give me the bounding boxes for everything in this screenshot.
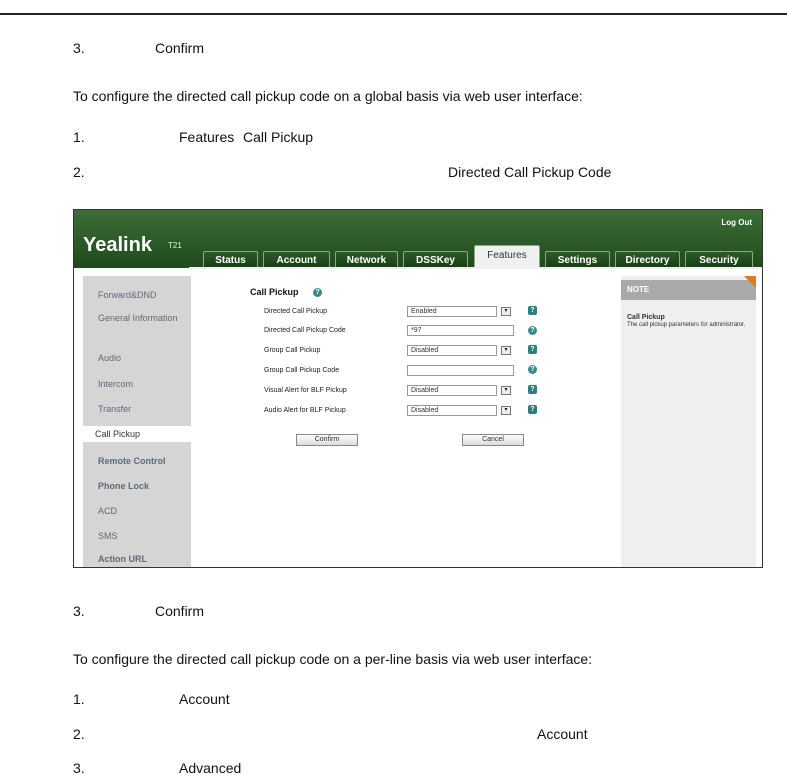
step-keyword: Account <box>537 726 588 742</box>
note-subtitle: Call Pickup <box>627 314 665 321</box>
group-call-pickup-select[interactable]: Disabled <box>407 345 497 356</box>
web-ui-banner <box>74 210 762 268</box>
step-keyword: Features <box>179 129 235 145</box>
sidebar-item-remote-control[interactable]: Remote Control <box>98 456 166 466</box>
tab-directory[interactable]: Directory <box>615 251 680 268</box>
step-number: 1. <box>73 129 85 145</box>
sidebar-item-call-pickup[interactable]: Call Pickup <box>83 426 191 442</box>
sidebar-item-sms[interactable]: SMS <box>98 531 118 541</box>
tab-account[interactable]: Account <box>263 251 330 268</box>
tab-network[interactable]: Network <box>335 251 398 268</box>
help-icon[interactable]: ? <box>528 385 537 394</box>
chevron-down-icon[interactable]: ▾ <box>501 386 511 395</box>
sidebar-item-transfer[interactable]: Transfer <box>98 404 132 414</box>
sidebar-item-audio[interactable]: Audio <box>98 353 122 363</box>
note-title: NOTE <box>627 285 650 294</box>
header-rule <box>0 13 787 15</box>
tab-status[interactable]: Status <box>203 251 258 268</box>
step-keyword: Account <box>179 691 230 707</box>
help-icon[interactable]: ? <box>313 288 322 297</box>
step-number: 2. <box>73 164 85 180</box>
cancel-button[interactable]: Cancel <box>462 434 524 446</box>
step-keyword: Directed Call Pickup Code <box>448 164 612 180</box>
sidebar-item-general-information[interactable]: General Information <box>98 313 178 323</box>
field-label-group-call-pickup-code: Group Call Pickup Code <box>264 367 340 374</box>
visual-alert-blf-pickup-select[interactable]: Disabled <box>407 385 497 396</box>
chevron-down-icon[interactable]: ▾ <box>501 406 511 415</box>
group-call-pickup-code-input[interactable] <box>407 365 514 376</box>
logout-link[interactable]: Log Out <box>721 218 752 227</box>
sidebar-item-acd[interactable]: ACD <box>98 506 118 516</box>
step-confirm-2 <box>73 602 205 620</box>
chevron-down-icon[interactable]: ▾ <box>501 307 511 316</box>
help-icon[interactable]: ? <box>528 365 537 374</box>
step-keyword: Confirm <box>155 603 205 619</box>
step-keyword: Advanced <box>179 760 242 776</box>
step-keyword: Confirm <box>155 40 205 56</box>
sidebar-item-phone-lock[interactable]: Phone Lock <box>98 481 150 491</box>
sidebar-item-intercom[interactable]: Intercom <box>98 379 134 389</box>
global-heading: To configure the directed call pickup code on a global basis via web user interface: <box>73 88 583 104</box>
sidebar <box>83 276 191 568</box>
sidebar-item-action-url[interactable]: Action URL <box>98 554 147 564</box>
help-icon[interactable]: ? <box>528 345 537 354</box>
step-confirm-1 <box>73 39 205 57</box>
chevron-down-icon[interactable]: ▾ <box>501 346 511 355</box>
step-code <box>73 163 612 181</box>
step-number: 3. <box>73 603 85 619</box>
tab-dsskey[interactable]: DSSKey <box>403 251 468 268</box>
field-label-group-call-pickup: Group Call Pickup <box>264 347 321 354</box>
tab-bar-base <box>189 267 762 269</box>
note-text: The call pickup parameters for administrator. <box>627 322 746 328</box>
step-keyword-2: Call Pickup <box>243 129 314 145</box>
note-corner-icon <box>744 276 756 288</box>
field-label-directed-call-pickup: Directed Call Pickup <box>264 308 328 315</box>
step-number: 3. <box>73 760 85 776</box>
section-title: Call Pickup <box>250 287 299 297</box>
step-number: 1. <box>73 691 85 707</box>
model-label: T21 <box>168 241 182 250</box>
help-icon[interactable]: ? <box>528 326 537 335</box>
note-header <box>621 280 756 300</box>
directed-call-pickup-select[interactable]: Enabled <box>407 306 497 317</box>
step-advanced <box>73 759 242 777</box>
note-panel <box>621 276 756 568</box>
audio-alert-blf-pickup-select[interactable]: Disabled <box>407 405 497 416</box>
tab-settings[interactable]: Settings <box>545 251 610 268</box>
confirm-button[interactable]: Confirm <box>296 434 358 446</box>
step-select-account <box>73 725 588 743</box>
step-account <box>73 690 230 708</box>
step-number: 3. <box>73 40 85 56</box>
field-label-directed-call-pickup-code: Directed Call Pickup Code <box>264 327 346 334</box>
tab-features[interactable]: Features <box>474 245 540 268</box>
field-label-visual-alert-blf-pickup: Visual Alert for BLF Pickup <box>264 387 347 394</box>
tab-security[interactable]: Security <box>685 251 753 268</box>
help-icon[interactable]: ? <box>528 306 537 315</box>
field-label-audio-alert-blf-pickup: Audio Alert for BLF Pickup <box>264 407 346 414</box>
per-line-heading: To configure the directed call pickup code on a per-line basis via web user interface: <box>73 651 593 667</box>
web-ui-screenshot <box>73 209 763 568</box>
step-number: 2. <box>73 726 85 742</box>
step-features <box>73 128 314 146</box>
directed-call-pickup-code-input[interactable]: *97 <box>407 325 514 336</box>
sidebar-item-forward-dnd[interactable]: Forward&DND <box>98 290 157 300</box>
yealink-logo: Yealink <box>83 234 152 256</box>
help-icon[interactable]: ? <box>528 405 537 414</box>
